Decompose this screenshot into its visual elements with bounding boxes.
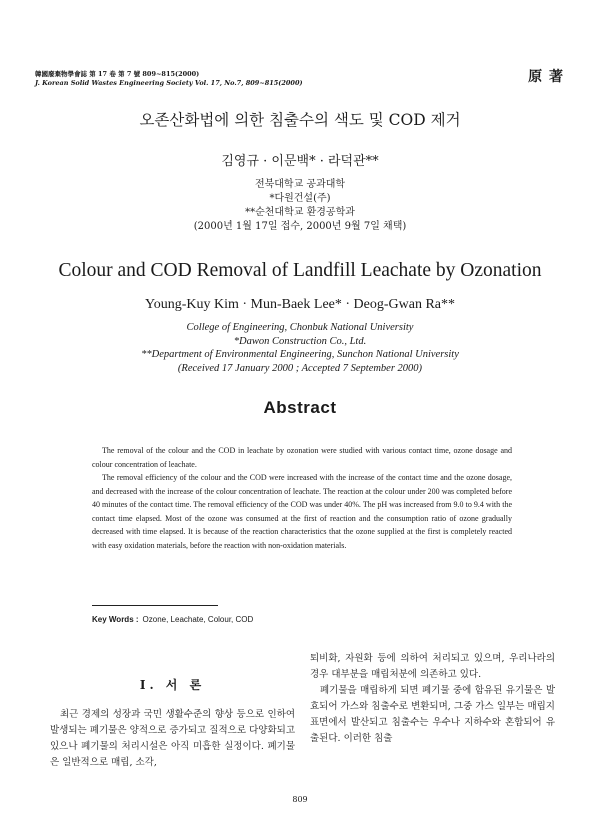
keywords-line <box>92 615 253 624</box>
section-heading-introduction: Ⅰ. 서 론 <box>139 678 206 692</box>
abstract-paragraph-1: The removal of the colour and the COD in leachate by ozonation were studied with various contact time, ozone dosage and colour concentration of leachate. <box>92 446 512 469</box>
english-affiliations <box>0 321 600 375</box>
intro-paragraph-1: 최근 경제의 성장과 국민 생활수준의 향상 등으로 인하여 발생되는 폐기물은 양적으로 증가되고 질적으로 다양화되고 있으나 폐기물의 처리시설은 아직 미흡한 실정이다. 폐기물은 일반적으로 매립, 소각, <box>50 709 295 768</box>
left-column <box>50 707 295 771</box>
page-number: 809 <box>292 795 308 804</box>
keywords-divider <box>92 605 218 606</box>
right-column <box>310 651 555 747</box>
intro-paragraph-1-continued: 퇴비화, 자원화 등에 의하여 처리되고 있으며, 우리나라의 경우 대부분을 매립처분에 의존하고 있다. <box>310 653 555 680</box>
korean-affiliation-1: 전북대학교 공과대학 <box>254 179 346 190</box>
abstract-heading: Abstract <box>263 398 337 417</box>
intro-paragraph-2: 폐기물을 매립하게 되면 폐기물 중에 함유된 유기물은 발효되어 가스와 침출수로 변환되며, 그중 가스 일부는 매립지 표면에서 발산되고 침출수는 우수나 지하수와 혼합되어 유출된다. 이러한 침출 <box>310 685 555 744</box>
english-authors: Young-Kuy Kim · Mun-Baek Lee* · Deog-Gwan Ra** <box>144 297 456 312</box>
english-title: Colour and COD Removal of Landfill Leachate by Ozonation <box>58 260 542 281</box>
korean-title: 오존산화법에 의한 침출수의 색도 및 COD 제거 <box>139 111 461 129</box>
english-affiliation-3: **Department of Environmental Engineering, Sunchon National University <box>141 349 459 360</box>
keywords-text: Ozone, Leachate, Colour, COD <box>142 615 254 624</box>
journal-ko: 韓國廢棄物學會誌 第 17 卷 第 7 號 809~815(2000) <box>35 70 200 78</box>
korean-affiliation-3: **순천대학교 환경공학과 <box>245 207 355 218</box>
korean-received-dates: (2000년 1월 17일 접수, 2000년 9월 7일 채택) <box>193 221 407 232</box>
korean-affiliation-2: *다원건설(주) <box>269 193 331 204</box>
english-affiliation-2: *Dawon Construction Co., Ltd. <box>233 335 367 347</box>
keywords-label: Key Words : <box>92 615 139 624</box>
english-received-dates: (Received 17 January 2000 ; Accepted 7 September 2000) <box>177 362 423 374</box>
abstract-paragraph-2: The removal efficiency of the colour and the COD were increased with the increase of the contact time and the ozone dosage, and decreased with the increase of the colour concentration of leachate. The reaction at the colour under 200 was completed before 40 minutes of the contact time. The removal efficiency of the COD was under 40%. The pH was increased from 9.0 to 9.4 with the contact time elapsed. Most of the ozone was consumed at the first of reaction and the consumption ratio of ozone gradually decreased with time elapsed. It is because of the reaction characteristics that the ozone supplied at the first is completely reacted with easy oxidation materials, before the reaction with non-oxidation materials. <box>92 473 512 550</box>
korean-affiliations <box>0 178 600 234</box>
journal-en: J. Korean Solid Wastes Engineering Society Vol. 17, No.7, 809~815(2000) <box>35 79 303 87</box>
journal-header <box>35 70 303 88</box>
english-affiliation-1: College of Engineering, Chonbuk National University <box>186 322 414 333</box>
article-type-label: 原 著 <box>528 69 564 85</box>
abstract-body <box>92 444 512 552</box>
korean-authors: 김영규 · 이문백* · 라덕관** <box>221 154 379 169</box>
